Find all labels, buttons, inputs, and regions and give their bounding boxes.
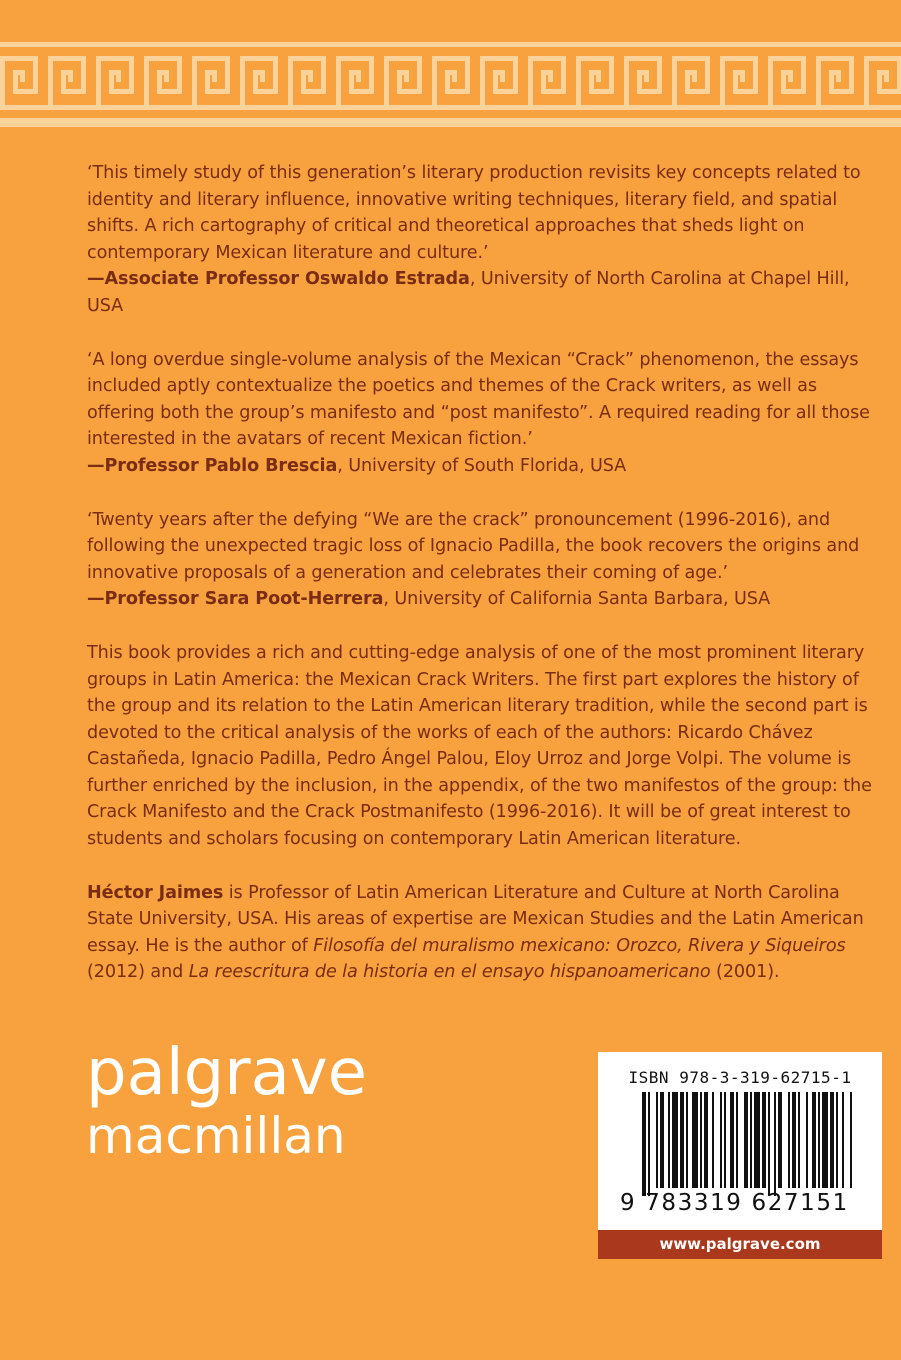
quote-author: —Associate Professor Oswaldo Estrada [87, 269, 470, 290]
back-cover-text [87, 160, 877, 1013]
endorsement-quote [87, 507, 877, 613]
barcode-bar [648, 1092, 650, 1196]
quote-attribution [87, 453, 877, 480]
endorsement-quote [87, 347, 877, 480]
barcode-digits: 9 783319 627151 [620, 1190, 849, 1216]
barcode-bar [798, 1092, 800, 1188]
barcode-bar [704, 1092, 708, 1188]
isbn-barcode [598, 1052, 882, 1230]
quote-text: ‘Twenty years after the defying “We are the crack” pronouncement (1996-2016), and following the unexpected tragic loss of Ignacio Padilla, the book recovers the origins and innovative proposals of a generation and celebrates their coming of age.’ [87, 509, 860, 583]
barcode-bar [680, 1092, 684, 1188]
greek-key-pattern [0, 0, 901, 140]
quote-author: —Professor Pablo Brescia [87, 455, 338, 476]
barcode-bar [700, 1092, 702, 1188]
barcode-bar [712, 1092, 714, 1188]
quote-text: ‘This timely study of this generation’s literary production revisits key concepts related to identity and literary influence, innovative writing techniques, literary field, and spatial shifts. A rich cartography of critical and theoretical approaches that sheds light on contemporary Mexican literature and culture.’ [87, 163, 861, 263]
barcode-bar [668, 1092, 670, 1188]
barcode-bar [744, 1092, 748, 1188]
quote-text: ‘A long overdue single-volume analysis of the Mexican “Crack” phenomenon, the essays included aptly contextualize the poetics and themes of the Crack writers, as well as offering both the group’s manifesto and “post manifesto”. A required reading for all those interested in the avatars of recent Mexican fiction.’ [87, 349, 870, 450]
barcode-bar [806, 1092, 808, 1188]
endorsement-quote [87, 160, 877, 320]
quote-affiliation: , University of California Santa Barbara, USA [383, 589, 771, 610]
quote-affiliation: , University of South Florida, USA [337, 455, 627, 476]
logo-line-palgrave: palgrave [86, 1036, 368, 1110]
quote-affiliation: , University of North Carolina at Chapel Hill, USA [87, 269, 850, 316]
author-name: Héctor Jaimes [87, 882, 224, 903]
quote-attribution [87, 586, 877, 613]
quote-attribution [87, 266, 877, 319]
bio-part: (2001). [710, 962, 780, 983]
greek-key-border [0, 0, 901, 140]
author-bio [87, 880, 877, 986]
barcode-bar [778, 1092, 782, 1188]
quote-author: —Professor Sara Poot-Herrera [87, 589, 384, 610]
book-title: Filosofía del muralismo mexicano: Orozco, Rivera y Siqueiros [313, 935, 846, 956]
description-text: This book provides a rich and cutting-edge analysis of one of the most prominent literary groups in Latin America: the Mexican Crack Writers. The first part explores the history of the group and its relation to the Latin American literary tradition, while the second part is devoted to the critical analysis of the works of each of the authors: Ricardo Chávez Castañeda, Ignacio Padilla, Pedro Ángel Palou, Eloy Urroz and Jorge Volpi. The volume is further enriched by the inclusion, in the appendix, of the two manifestos of the group: the Crack Manifesto and the Crack Postmanifesto (1996-2016). It will be of great interest to students and scholars focusing on contemporary Latin American literature. [87, 642, 872, 850]
barcode-bar [672, 1092, 678, 1188]
barcode-bar [822, 1092, 828, 1188]
barcode-bar [774, 1092, 776, 1196]
barcode-bar [812, 1092, 816, 1188]
barcode-bar [754, 1092, 760, 1188]
logo-line-macmillan: macmillan [86, 1107, 346, 1165]
barcode-bar [642, 1092, 646, 1196]
barcode-bar [836, 1092, 838, 1188]
barcode-bar [768, 1092, 770, 1196]
barcode-bar [692, 1092, 698, 1188]
book-description [87, 640, 877, 853]
barcode-bar [720, 1092, 722, 1188]
publisher-logo [86, 1036, 406, 1165]
barcode-bar [762, 1092, 766, 1188]
barcode-bar [686, 1092, 688, 1188]
barcode-bar [850, 1092, 852, 1188]
publisher-url: www.palgrave.com [598, 1230, 882, 1259]
barcode-bar [736, 1092, 738, 1188]
bio-text [87, 880, 877, 986]
bio-part: is Professor of Latin American Literature and Culture at North Carolina State University, USA. His areas of expertise are Mexican Studies and the Latin American essay. He is the author of [87, 882, 864, 956]
barcode-bar [656, 1092, 658, 1188]
barcode-bar [842, 1092, 844, 1188]
barcode-bar [818, 1092, 820, 1188]
barcode-bar [792, 1092, 796, 1188]
book-title: La reescritura de la historia en el ensayo hispanoamericano [188, 962, 711, 983]
barcode-bar [830, 1092, 834, 1188]
barcode-bar [730, 1092, 734, 1188]
barcode-bar [724, 1092, 726, 1188]
barcode-bar [750, 1092, 752, 1188]
isbn-label: ISBN 978-3-319-62715-1 [628, 1068, 852, 1087]
bio-part: (2012) and [87, 962, 189, 983]
barcode-bar [660, 1092, 664, 1188]
barcode-bar [788, 1092, 790, 1188]
